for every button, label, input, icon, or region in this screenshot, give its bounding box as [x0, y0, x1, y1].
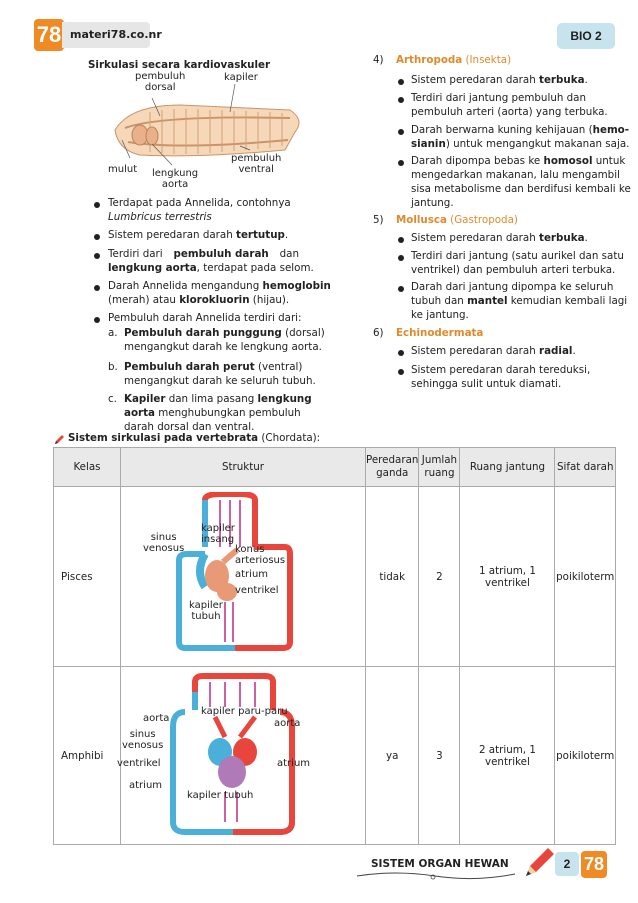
list-item-cont: lengkung aorta, terdapat pada selom.: [108, 262, 314, 274]
cell-jumlah: 2: [419, 487, 460, 667]
col-jumlah: Jumlah ruang: [419, 448, 460, 487]
col-peredaran: Peredaran ganda: [366, 448, 419, 487]
sub-label: a.: [108, 327, 118, 339]
subject-badge: BIO 2: [557, 23, 615, 49]
cell-ruang: 1 atrium, 1 ventrikel: [460, 487, 555, 667]
label-sinus-venosus: sinus venosus: [122, 729, 164, 751]
list-item: Sistem peredaran darah radial.: [411, 345, 576, 357]
list-item: Terdapat pada Annelida, contohnya: [108, 197, 291, 209]
bullet: [94, 253, 100, 259]
bullet: [398, 350, 404, 356]
list-item: Pembuluh darah Annelida terdiri dari:: [108, 312, 302, 324]
sub-item-cont: mengangkut darah ke seluruh tubuh.: [124, 375, 316, 387]
col-struktur: Struktur: [121, 448, 366, 487]
list-item: Sistem peredaran darah tertutup.: [108, 229, 289, 241]
footer-logo: 78: [581, 851, 607, 878]
table-row: [54, 667, 616, 845]
bullet: [398, 160, 404, 166]
list-item: Darah dipompa bebas ke homosol untuk: [411, 155, 626, 167]
label-konus-arteriosus: konus arteriosus: [235, 544, 286, 566]
table-header-row: [54, 448, 616, 487]
bullet: [398, 237, 404, 243]
sub-item: Pembuluh darah perut (ventral): [124, 361, 303, 373]
list-item-cont: tubuh dan mantel kemudian kembali lagi: [411, 295, 628, 307]
col-sifat: Sifat darah: [555, 448, 616, 487]
list-item: Terdiri dari pembuluh darah dan: [108, 248, 299, 260]
sub-label: c.: [108, 393, 117, 405]
label-atrium-right: atrium: [277, 758, 311, 769]
label-kapiler: kapiler: [224, 72, 258, 83]
logo: 78: [34, 19, 64, 51]
label-ventrikel: ventrikel: [235, 585, 279, 596]
cell-sifat: poikiloterm: [555, 667, 616, 845]
bullet: [398, 97, 404, 103]
list-item-cont: ke jantung.: [411, 309, 469, 321]
col-ruang: Ruang jantung: [460, 448, 555, 487]
list-item: Terdiri dari jantung (satu aurikel dan satu: [411, 250, 624, 262]
footer-title: SISTEM ORGAN HEWAN: [371, 858, 509, 870]
group-heading: Echinodermata: [396, 327, 484, 339]
group-heading: Arthropoda (Insekta): [396, 54, 512, 66]
amphibi-circulation-diagram: [165, 672, 300, 842]
label-lengkung-aorta: lengkung aorta: [152, 168, 199, 190]
site-name[interactable]: materi78.co.nr: [62, 22, 150, 48]
list-item: Darah dari jantung dipompa ke seluruh: [411, 281, 614, 293]
list-item: Sistem peredaran darah terbuka.: [411, 74, 588, 86]
label-sinus-venosus: sinus venosus: [143, 532, 185, 554]
label-atrium-left: atrium: [129, 780, 163, 791]
cell-peredaran: ya: [366, 667, 419, 845]
sub-item: Kapiler dan lima pasang lengkung: [124, 393, 312, 405]
list-item: Terdiri dari jantung pembuluh dan: [411, 92, 587, 104]
item-number: 4): [373, 54, 384, 66]
group-heading: Mollusca (Gastropoda): [396, 214, 518, 226]
bullet: [398, 369, 404, 375]
cell-sifat: poikiloterm: [555, 487, 616, 667]
label-mulut: mulut: [108, 164, 138, 175]
label-kapiler-tubuh: kapiler tubuh: [189, 600, 223, 622]
bullet: [94, 202, 100, 208]
col-kelas: Kelas: [54, 448, 121, 487]
sub-item-cont: darah dorsal dan ventral.: [124, 421, 255, 433]
sub-label: b.: [108, 361, 118, 373]
bullet: [94, 285, 100, 291]
species-name: Lumbricus terrestris: [108, 211, 212, 223]
cell-jumlah: 3: [419, 667, 460, 845]
label-kapiler-paru: kapiler paru-paru: [201, 706, 288, 717]
list-item: Darah berwarna kuning kehijauan (hemo-: [411, 124, 630, 136]
label-atrium: atrium: [235, 569, 269, 580]
pencil-icon: [522, 846, 556, 880]
label-pembuluh-ventral: pembuluh ventral: [231, 153, 282, 175]
label-aorta-left: aorta: [143, 713, 170, 724]
list-item-cont: sisa metabolisme dan berdifusi kembali ke: [411, 183, 631, 195]
sub-item: Pembuluh darah punggung (dorsal): [124, 327, 325, 339]
page-number: 2: [555, 852, 579, 876]
item-number: 5): [373, 214, 384, 226]
table-row: [54, 487, 616, 667]
section-title: Sistem sirkulasi pada vertebrata (Chordata):: [68, 432, 321, 444]
sub-item-cont: aorta menghubungkan pembuluh: [124, 407, 301, 419]
list-item-cont: sehingga sulit untuk diamati.: [411, 378, 562, 390]
bullet: [398, 79, 404, 85]
label-ventrikel: ventrikel: [117, 758, 161, 769]
bullet: [94, 317, 100, 323]
figure-title: Sirkulasi secara kardiovaskuler: [88, 59, 271, 71]
label-kapiler-tubuh: kapiler tubuh: [187, 790, 254, 801]
pisces-circulation-diagram: [165, 492, 300, 652]
bullet: [398, 129, 404, 135]
cell-peredaran: tidak: [366, 487, 419, 667]
bullet: [94, 234, 100, 240]
list-item: Sistem peredaran darah tereduksi,: [411, 364, 591, 376]
list-item-cont: mengedarkan makanan, lalu mengambil: [411, 169, 620, 181]
item-number: 6): [373, 327, 384, 339]
label-pembuluh-dorsal: pembuluh dorsal: [135, 71, 186, 93]
list-item-cont: (merah) atau klorokluorin (hijau).: [108, 294, 290, 306]
sub-item-cont: mengangkut darah ke lengkung aorta.: [124, 341, 322, 353]
footer-swoosh: [355, 868, 520, 884]
list-item: Sistem peredaran darah terbuka.: [411, 232, 588, 244]
cell-kelas: Pisces: [54, 487, 121, 667]
cell-ruang: 2 atrium, 1 ventrikel: [460, 667, 555, 845]
list-item-cont: pembuluh arteri (aorta) yang terbuka.: [411, 106, 608, 118]
cell-kelas: Amphibi: [54, 667, 121, 845]
bullet: [398, 255, 404, 261]
list-item-cont: ventrikel) dan pembuluh arteri terbuka.: [411, 264, 616, 276]
list-item: Darah Annelida mengandung hemoglobin: [108, 280, 331, 292]
pencil-icon: [53, 434, 65, 446]
label-kapiler-insang: kapiler insang: [201, 523, 235, 545]
bullet: [398, 286, 404, 292]
label-aorta-right: aorta: [274, 718, 301, 729]
list-item-cont: sianin) untuk mengangkut makanan saja.: [411, 138, 630, 150]
list-item-cont: jantung.: [411, 197, 454, 209]
